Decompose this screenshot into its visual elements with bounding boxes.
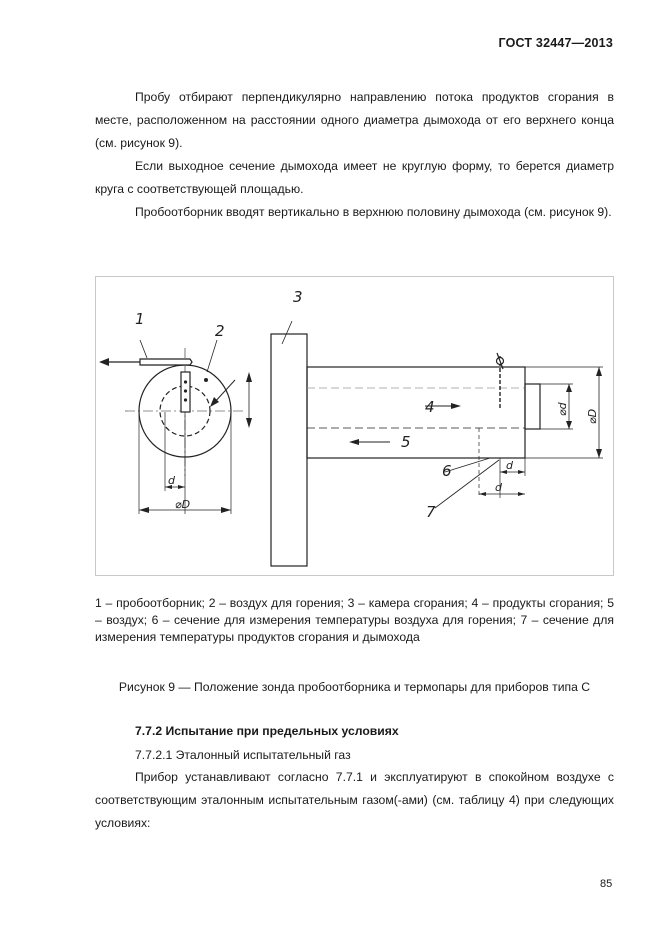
chimney-section-view bbox=[99, 340, 252, 514]
figure-frame bbox=[96, 277, 614, 576]
page-number: 85 bbox=[600, 878, 613, 890]
label-1: 1 bbox=[135, 310, 145, 328]
dim-d-top: d bbox=[506, 459, 513, 472]
label-6: 6 bbox=[442, 462, 452, 480]
chimney-body bbox=[307, 367, 525, 458]
section-body: Прибор устанавливают согласно 7.7.1 и эксплуатируют в спокойном воздухе с соответствующим эталонным испытательным газом(-ами) (см. таблицу 4) при следующих условиях: bbox=[95, 770, 614, 830]
chimney-side-view bbox=[271, 321, 603, 566]
dim-d-bottom: d bbox=[495, 481, 502, 494]
page-header-standard: ГОСТ 32447—2013 bbox=[498, 36, 613, 50]
chimney-outlet bbox=[525, 384, 540, 429]
label-4: 4 bbox=[425, 398, 435, 416]
intro-paragraph-1: Пробу отбирают перпендикулярно направлению потока продуктов сгорания в месте, расположенном на расстоянии одного диаметра дымохода от его верхнего конца (см. рисунок 9). bbox=[95, 90, 614, 150]
dim-dia-d: ⌀d bbox=[556, 402, 569, 416]
section-heading: 7.7.2 Испытание при предельных условиях bbox=[135, 724, 399, 738]
dim-d-left: d bbox=[168, 474, 175, 487]
thermocouple-point bbox=[204, 378, 208, 382]
intro-paragraph-2: Если выходное сечение дымохода имеет не круглую форму, то берется диаметр круга с соответствующей площадью. bbox=[95, 159, 614, 196]
label-3: 3 bbox=[293, 288, 303, 306]
figure-legend: 1 – пробоотборник; 2 – воздух для горения; 3 – камера сгорания; 4 – продукты сгорания; 5 – воздух; 6 – сечение для измерения температуры воздуха для горения; 7 – сечение для измерения температуры продуктов сгорания и дымохода bbox=[95, 596, 614, 644]
dim-dia-D-right: ⌀D bbox=[586, 408, 599, 424]
dim-dia-D-left: ⌀D bbox=[175, 498, 191, 511]
probe-tube bbox=[140, 359, 192, 365]
combustion-chamber bbox=[271, 334, 307, 566]
label-5: 5 bbox=[401, 433, 411, 451]
figure-caption: Рисунок 9 — Положение зонда пробоотборника и термопары для приборов типа С bbox=[118, 680, 591, 694]
figure-9-drawing bbox=[95, 276, 614, 576]
section-subheading: 7.7.2.1 Эталонный испытательный газ bbox=[135, 748, 351, 762]
label-2: 2 bbox=[215, 322, 225, 340]
intro-paragraph-3: Пробоотборник вводят вертикально в верхнюю половину дымохода (см. рисунок 9). bbox=[135, 205, 612, 219]
label-7: 7 bbox=[426, 503, 436, 521]
